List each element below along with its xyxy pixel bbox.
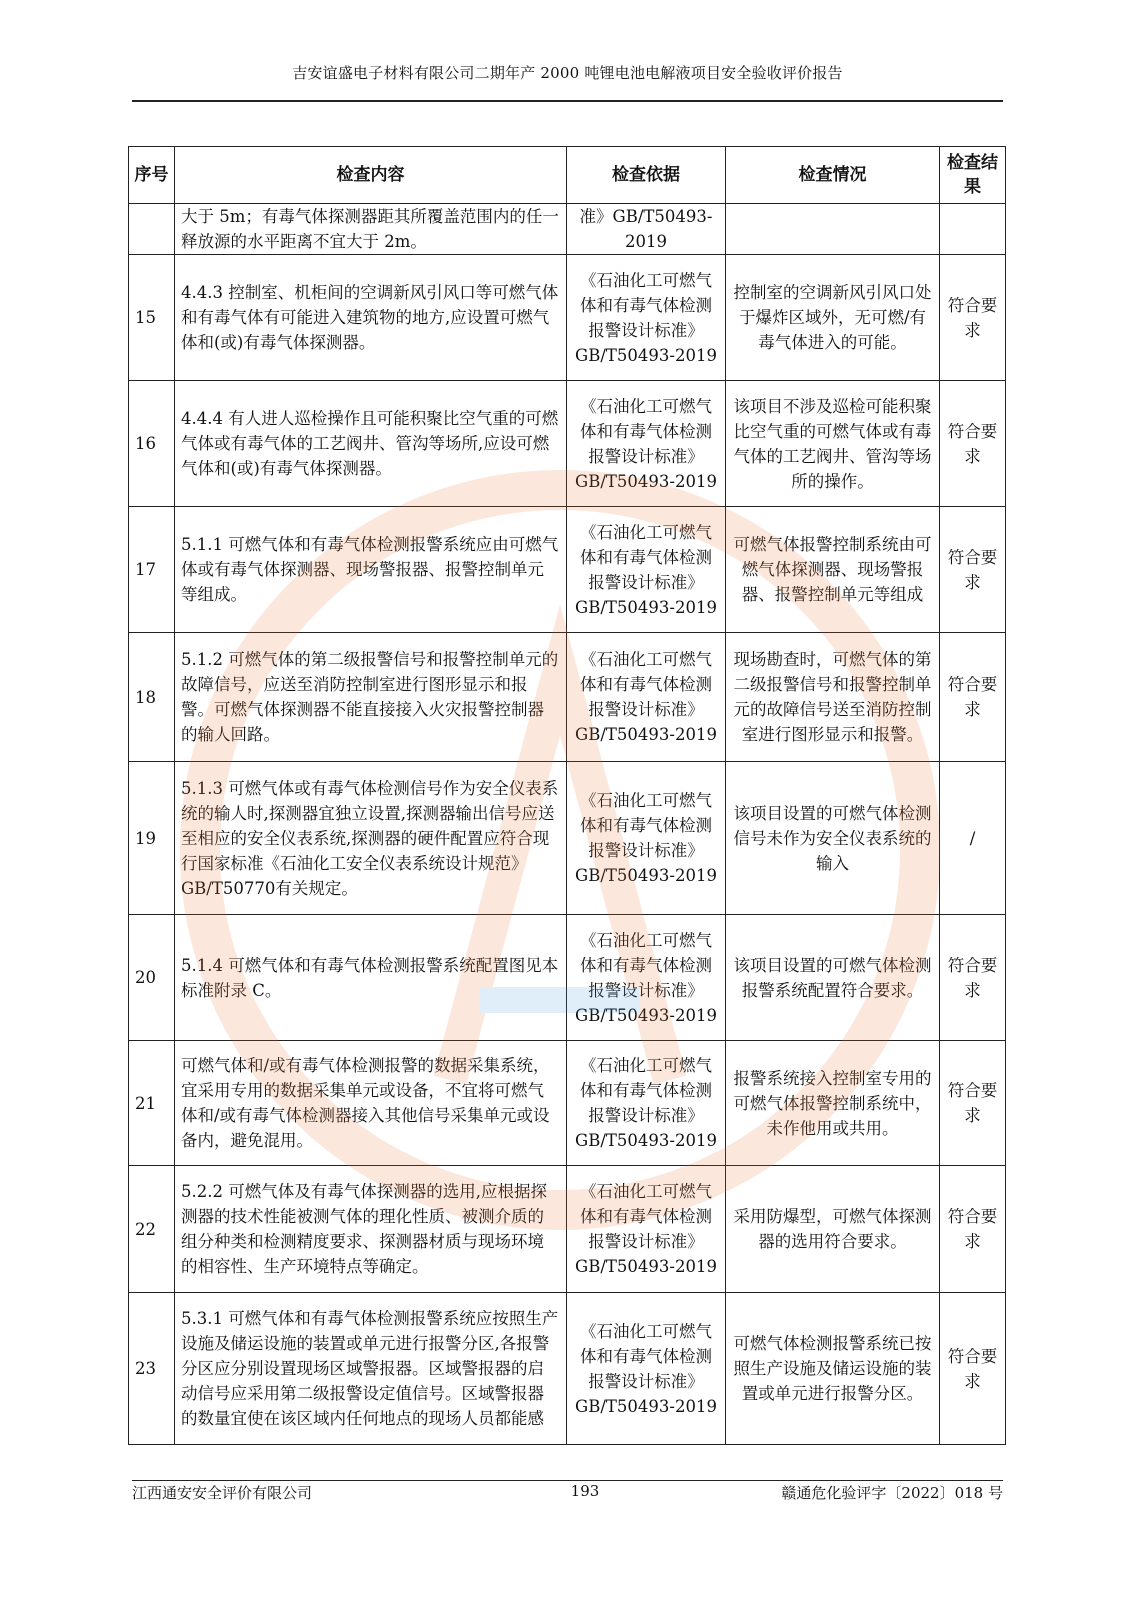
row-basis: 《石油化工可燃气体和有毒气体检测报警设计标准》GB/T50493-2019 — [567, 1041, 726, 1166]
row-no: 22 — [129, 1166, 175, 1293]
row-basis: 《石油化工可燃气体和有毒气体检测报警设计标准》GB/T50493-2019 — [567, 1166, 726, 1293]
footer-divider — [132, 1480, 1003, 1481]
row-no: 20 — [129, 915, 175, 1041]
row-no: 19 — [129, 762, 175, 915]
row-result: 符合要求 — [940, 1041, 1006, 1166]
row-basis: 《石油化工可燃气体和有毒气体检测报警设计标准》GB/T50493-2019 — [567, 915, 726, 1041]
row-content: 可燃气体和/或有毒气体检测报警的数据采集系统，宜采用专用的数据采集单元或设备，不宜将可燃气体和/或有毒气体检测器接入其他信号采集单元或设备内，避免混用。 — [175, 1041, 567, 1166]
row-basis: 《石油化工可燃气体和有毒气体检测报警设计标准》GB/T50493-2019 — [567, 633, 726, 762]
row-situation — [726, 204, 940, 255]
table-row — [129, 633, 1006, 762]
row-no: 18 — [129, 633, 175, 762]
row-no: 21 — [129, 1041, 175, 1166]
row-result — [940, 204, 1006, 255]
document-number: 赣通危化验评字〔2022〕018 号 — [781, 1484, 1003, 1502]
row-no — [129, 204, 175, 255]
row-result: / — [940, 762, 1006, 915]
table-row — [129, 762, 1006, 915]
row-situation: 该项目设置的可燃气体检测报警系统配置符合要求。 — [726, 915, 940, 1041]
row-content: 5.1.2 可燃气体的第二级报警信号和报警控制单元的故障信号，应送至消防控制室进行图形显示和报警。可燃气体探测器不能直接接入火灾报警控制器的输人回路。 — [175, 633, 567, 762]
table-row — [129, 1293, 1006, 1445]
row-result: 符合要求 — [940, 255, 1006, 381]
footer-company: 江西通安安全评价有限公司 — [132, 1484, 313, 1502]
row-content: 大于 5m；有毒气体探测器距其所覆盖范围内的任一释放源的水平距离不宜大于 2m。 — [175, 204, 567, 255]
row-situation: 现场勘查时，可燃气体的第二级报警信号和报警控制单元的故障信号送至消防控制室进行图形显示和报警。 — [726, 633, 940, 762]
row-basis: 《石油化工可燃气体和有毒气体检测报警设计标准》GB/T50493-2019 — [567, 1293, 726, 1445]
row-situation: 控制室的空调新风引风口处于爆炸区域外，无可燃/有毒气体进入的可能。 — [726, 255, 940, 381]
table-row — [129, 507, 1006, 633]
row-situation: 报警系统接入控制室专用的可燃气体报警控制系统中，未作他用或共用。 — [726, 1041, 940, 1166]
header-content: 检查内容 — [175, 147, 567, 204]
row-result: 符合要求 — [940, 507, 1006, 633]
row-basis: 《石油化工可燃气体和有毒气体检测报警设计标准》GB/T50493-2019 — [567, 381, 726, 507]
row-result: 符合要求 — [940, 633, 1006, 762]
header-no: 序号 — [129, 147, 175, 204]
row-content: 4.4.4 有人进人巡检操作且可能积聚比空气重的可燃气体或有毒气体的工艺阀井、管沟等场所,应设可燃气体和(或)有毒气体探测器。 — [175, 381, 567, 507]
table-row — [129, 255, 1006, 381]
row-situation: 该项目不涉及巡检可能积聚比空气重的可燃气体或有毒气体的工艺阀井、管沟等场所的操作。 — [726, 381, 940, 507]
table-row — [129, 1166, 1006, 1293]
row-result: 符合要求 — [940, 1293, 1006, 1445]
row-content: 5.3.1 可燃气体和有毒气体检测报警系统应按照生产设施及储运设施的装置或单元进行报警分区,各报警分区应分别设置现场区域警报器。区域警报器的启动信号应采用第二级报警设定值信号。区域警报器的数量宜使在该区域内任何地点的现场人员都能感 — [175, 1293, 567, 1445]
row-situation: 可燃气体检测报警系统已按照生产设施及储运设施的装置或单元进行报警分区。 — [726, 1293, 940, 1445]
row-result: 符合要求 — [940, 1166, 1006, 1293]
page-header-title: 吉安谊盛电子材料有限公司二期年产 2000 吨锂电池电解液项目安全验收评价报告 — [292, 64, 843, 82]
row-result: 符合要求 — [940, 381, 1006, 507]
table-row — [129, 1041, 1006, 1166]
row-basis: 《石油化工可燃气体和有毒气体检测报警设计标准》GB/T50493-2019 — [567, 507, 726, 633]
row-content: 5.2.2 可燃气体及有毒气体探测器的选用,应根据探测器的技术性能被测气体的理化性质、被测介质的组分种类和检测精度要求、探测器材质与现场环境的相容性、生产环境特点等确定。 — [175, 1166, 567, 1293]
row-basis: 《石油化工可燃气体和有毒气体检测报警设计标准》GB/T50493-2019 — [567, 255, 726, 381]
row-content: 5.1.1 可燃气体和有毒气体检测报警系统应由可燃气体或有毒气体探测器、现场警报器、报警控制单元等组成。 — [175, 507, 567, 633]
header-basis: 检查依据 — [567, 147, 726, 204]
row-situation: 可燃气体报警控制系统由可燃气体探测器、现场警报器、报警控制单元等组成 — [726, 507, 940, 633]
row-situation: 采用防爆型，可燃气体探测器的选用符合要求。 — [726, 1166, 940, 1293]
table-row — [129, 915, 1006, 1041]
table-header-row — [129, 147, 1006, 204]
row-content: 5.1.4 可燃气体和有毒气体检测报警系统配置图见本标准附录 C。 — [175, 915, 567, 1041]
header-result: 检查结果 — [940, 147, 1006, 204]
row-no: 15 — [129, 255, 175, 381]
header-divider — [132, 100, 1003, 102]
row-no: 23 — [129, 1293, 175, 1445]
row-no: 16 — [129, 381, 175, 507]
row-basis: 准》GB/T50493-2019 — [567, 204, 726, 255]
row-content: 5.1.3 可燃气体或有毒气体检测信号作为安全仪表系统的输人时,探测器宜独立设置,探测器输出信号应送至相应的安全仪表系统,探测器的硬件配置应符合现行国家标准《石油化工安全仪表系统设计规范》GB/T50770有关规定。 — [175, 762, 567, 915]
row-no: 17 — [129, 507, 175, 633]
table-row — [129, 204, 1006, 255]
row-basis: 《石油化工可燃气体和有毒气体检测报警设计标准》GB/T50493-2019 — [567, 762, 726, 915]
row-result: 符合要求 — [940, 915, 1006, 1041]
inspection-table — [128, 146, 1006, 1445]
table-row — [129, 381, 1006, 507]
page-number: 193 — [570, 1482, 600, 1500]
row-situation: 该项目设置的可燃气体检测信号未作为安全仪表系统的输入 — [726, 762, 940, 915]
header-situation: 检查情况 — [726, 147, 940, 204]
row-content: 4.4.3 控制室、机柜间的空调新风引风口等可燃气体和有毒气体有可能进入建筑物的地方,应设置可燃气体和(或)有毒气体探测器。 — [175, 255, 567, 381]
